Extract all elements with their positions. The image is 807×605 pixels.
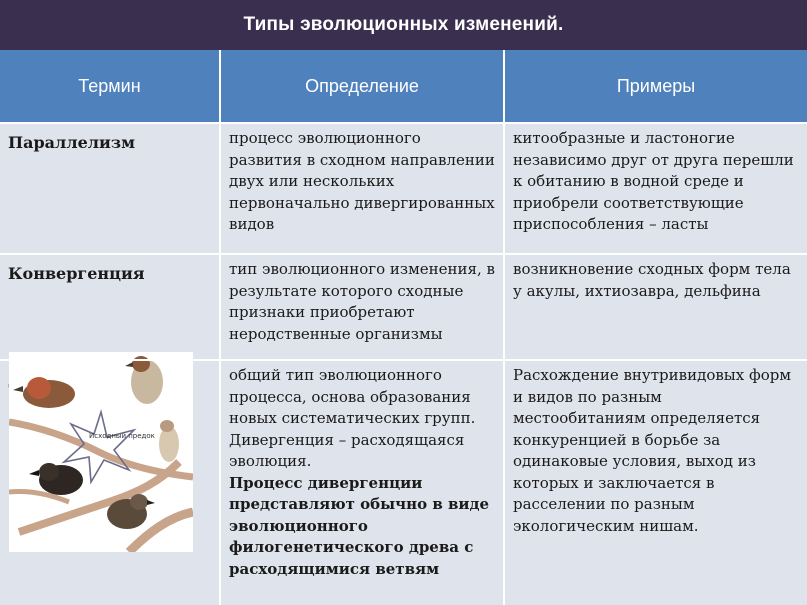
table-row-definition xyxy=(221,361,503,605)
row-divider xyxy=(0,359,807,361)
definition-bold-text: Процесс дивергенции представляют обычно в виде эволюционного филогенетического древа с расходящимися ветвям xyxy=(229,473,490,578)
table-row-example: возникновение сходных форм тела у акулы, ихтиозавра, дельфина xyxy=(505,255,807,359)
ancestor-label: Исходный предок xyxy=(89,432,155,440)
divergence-illustration xyxy=(9,352,193,552)
table-row-term: Параллелизм xyxy=(0,124,219,253)
table-row-example: китообразные и ластоногие независимо друг от друга перешли к обитанию в водной среде и приобрели соответствующие приспособления – ласты xyxy=(505,124,807,253)
table-row-definition: тип эволюционного изменения, в результате которого сходные признаки приобретают неродственные организмы xyxy=(221,255,503,359)
page-title: Типы эволюционных изменений. xyxy=(0,0,807,50)
table-row-definition: процесс эволюционного развития в сходном направлении двух или нескольких первоначально дивергированных видов xyxy=(221,124,503,253)
row-divider xyxy=(0,253,807,255)
row-divider xyxy=(0,122,807,124)
table-row-term: Конвергенция xyxy=(0,255,219,359)
header-examples: Примеры xyxy=(505,50,807,122)
header-definition: Определение xyxy=(221,50,503,122)
table-row-example: Расхождение внутривидовых форм и видов по разным местообитаниям определяется конкуренцией в борьбе за одинаковые условия, выход из которых и заключается в расселении по разным экологическим нишам. xyxy=(505,361,807,605)
definition-text: общий тип эволюционного процесса, основа образования новых систематических групп. Дивергенция – расходящаяся эволюция. xyxy=(229,366,476,470)
header-term: Термин xyxy=(0,50,219,122)
bird-divergence-image xyxy=(9,352,193,552)
